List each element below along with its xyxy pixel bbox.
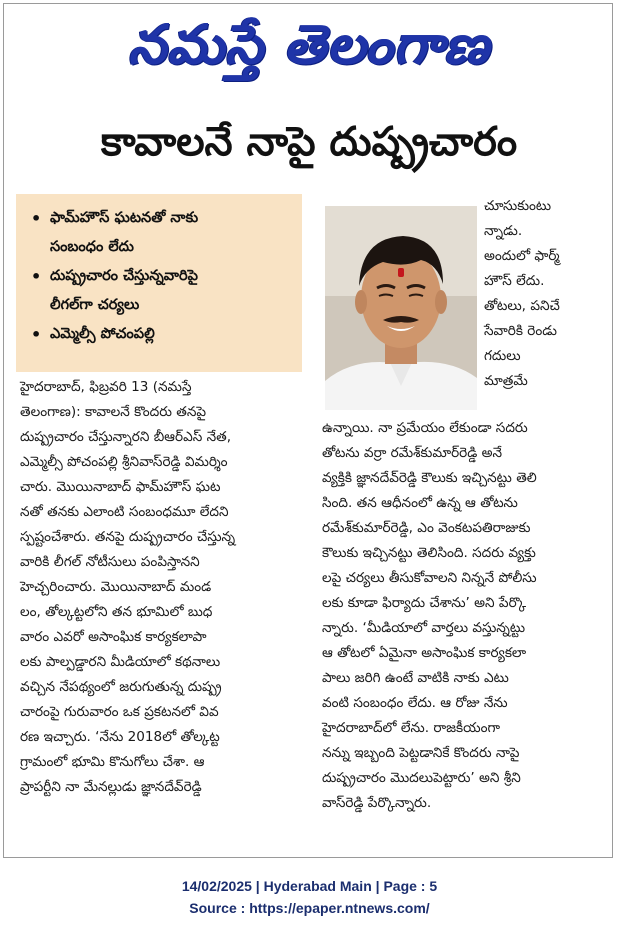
- body-line: నన్ను ఇబ్బంది పెట్టడానికే కొందరు నాపై: [322, 745, 520, 761]
- body-line: లం, తోల్కట్టలోని తన భూమిలో బుధ: [20, 604, 213, 620]
- body-line: చారంపై గురువారం ఒక ప్రకటనలో వివ: [20, 704, 219, 720]
- portrait-icon: [325, 206, 477, 410]
- body-line: రణ ఇచ్చారు. ‘నేను 2018లో తోల్కట్ట: [20, 729, 220, 745]
- body-line: గ్రామంలో భూమి కొనుగోలు చేశా. ఆ: [20, 754, 205, 770]
- body-column-left: [20, 375, 306, 800]
- body-line: హౌస్ లేదు.: [484, 273, 545, 289]
- body-line: హైదరాబాద్, ఫిబ్రవరి 13 (నమస్తే: [20, 379, 192, 395]
- body-line: ఆ తోటలో ఏమైనా అసాంఘిక కార్యకలా: [322, 645, 527, 661]
- body-line: ప్రాపర్టీని నా మేనల్లుడు జ్ఞానదేవ్‌రెడ్డి: [20, 779, 202, 795]
- highlight-line: లీగల్‌గా చర్యలు: [50, 297, 140, 313]
- body-column-right-top: [484, 194, 609, 394]
- highlight-line: ఫామ్‌హౌస్ ఘటనతో నాకు: [50, 210, 199, 226]
- body-line: వంటి సంబంధం లేదు. ఆ రోజు నేను: [322, 695, 508, 711]
- body-line: లకు కూడా ఫిర్యాదు చేశాను’ అని పేర్కొ: [322, 595, 527, 611]
- body-line: స్పష్టంచేశారు. తనపై దుష్ప్రచారం చేస్తున్న: [20, 529, 236, 545]
- highlight-line: ఎమ్మెల్సీ పోచంపల్లి: [50, 326, 155, 342]
- body-line: వారికి లీగల్ నోటీసులు పంపిస్తానని: [20, 554, 200, 570]
- body-line: నతో తనకు ఎలాంటి సంబంధమూ లేదని: [20, 504, 229, 520]
- highlight-box: [16, 194, 302, 372]
- footer-dateline: 14/02/2025 | Hyderabad Main | Page : 5: [181, 878, 438, 894]
- highlight-item: [28, 320, 292, 349]
- body-line: గదులు: [484, 348, 521, 364]
- bullet-icon: •: [31, 267, 42, 286]
- footer-source: Source : https://epaper.ntnews.com/: [189, 900, 430, 916]
- body-line: పాలు జరిగి ఉంటే వాటికి నాకు ఎటు: [322, 670, 509, 686]
- body-line: సింది. తన ఆధీనంలో ఉన్న ఆ తోటను: [322, 495, 518, 511]
- highlight-line: సంబంధం లేదు: [50, 239, 134, 255]
- body-line: చూసుకుంటు: [484, 198, 552, 214]
- body-line: ఉన్నాయి. నా ప్రమేయం లేకుండా సదరు: [322, 420, 528, 436]
- article-frame: [3, 3, 613, 858]
- body-line: రమేశ్‌కుమార్‌రెడ్డి, ఎం వెంకటపతిరాజుకు: [322, 520, 531, 536]
- body-line: దుష్ప్రచారం మొదలుపెట్టారు’ అని శ్రీని: [322, 770, 521, 786]
- body-line: హైదరాబాద్‌లో లేను. రాజకీయంగా: [322, 720, 501, 736]
- body-line: న్నారు. ‘మీడియాలో వార్తలు వస్తున్నట్టు: [322, 620, 526, 636]
- body-line: వచ్చిన నేపథ్యంలో జరుగుతున్న దుష్ప్ర: [20, 679, 222, 695]
- body-line: తోటను వర్రా రమేశ్‌కుమార్‌రెడ్డి అనే: [322, 445, 503, 461]
- body-line: లపై చర్యలు తీసుకోవాలని నిన్ననే పోలీసు: [322, 570, 537, 586]
- body-line: కౌలుకు ఇచ్చినట్టు తెలిసింది. సదరు వ్యక్తు: [322, 545, 536, 561]
- body-line: మాత్రమే: [484, 373, 528, 389]
- body-line: హెచ్చరించారు. మొయినాబాద్ మండ: [20, 579, 212, 595]
- body-line: వాస్‌రెడ్డి పేర్కొన్నారు.: [322, 795, 432, 811]
- body-line: లకు పాల్పడ్డారని మీడియాలో కథనాలు: [20, 654, 221, 670]
- highlight-item: [28, 262, 292, 320]
- portrait-photo: [325, 206, 477, 410]
- body-column-right-bottom: [322, 416, 612, 816]
- body-line: వ్యక్తికి జ్ఞానదేవ్‌రెడ్డి కౌలుకు ఇచ్చినట్టు తెలి: [322, 470, 537, 486]
- highlight-line: దుష్ప్రచారం చేస్తున్నవారిపై: [50, 268, 198, 284]
- body-line: సేవారికి రెండు: [484, 323, 557, 339]
- body-line: అందులో ఫార్మ్: [484, 248, 560, 264]
- headline: కావాలనే నాపై దుష్ప్రచారం: [100, 119, 518, 165]
- bullet-icon: •: [31, 209, 42, 228]
- masthead: నమస్తే తెలంగాణ: [128, 13, 490, 76]
- body-line: ఎమ్మెల్సీ పోచంపల్లి శ్రీనివాస్‌రెడ్డి విమర్శిం: [20, 454, 228, 470]
- highlight-item: [28, 204, 292, 262]
- body-line: చారు. మొయినాబాద్ ఫామ్‌హౌస్ ఘట: [20, 479, 221, 495]
- body-line: తెలంగాణ): కావాలనే కొందరు తనపై: [20, 404, 207, 420]
- body-line: దుష్ప్రచారం చేస్తున్నారని బీఆర్‌ఎస్ నేత,: [20, 429, 232, 445]
- bullet-icon: •: [31, 325, 42, 344]
- body-line: న్నాడు.: [484, 223, 523, 239]
- body-line: వారం ఎవరో అసాంఘిక కార్యకలాపా: [20, 629, 207, 645]
- body-line: తోటలు, పనిచే: [484, 298, 560, 314]
